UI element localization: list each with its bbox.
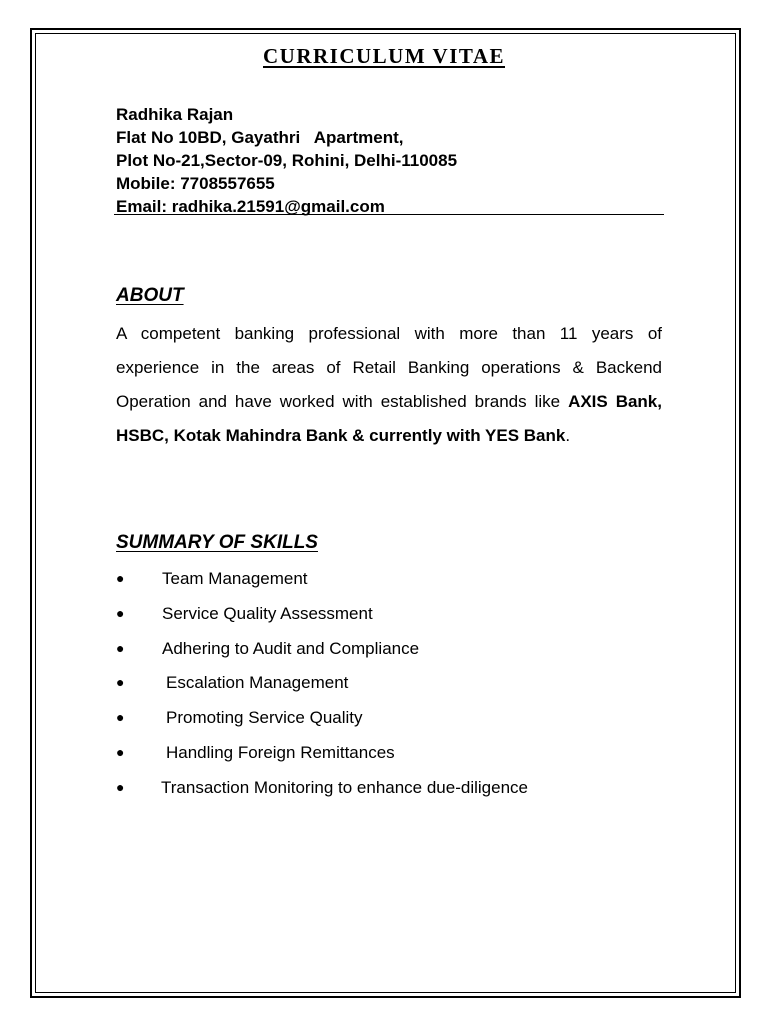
skill-text: Transaction Monitoring to enhance due-diligence xyxy=(161,777,528,797)
about-brands: AXIS Bank, HSBC, Kotak Mahindra Bank & currently with YES Bank xyxy=(116,392,662,445)
skill-text: Team Management xyxy=(162,569,308,588)
bullet-icon: ● xyxy=(116,570,125,586)
contact-name: Radhika Rajan xyxy=(116,105,234,124)
bullet-icon: ● xyxy=(116,709,125,726)
skill-text: Escalation Management xyxy=(166,673,349,693)
contact-email: Email: radhika.21591@gmail.com xyxy=(116,197,385,216)
header-divider xyxy=(114,214,664,215)
skill-text: Adhering to Audit and Compliance xyxy=(162,638,420,658)
skill-text: Promoting Service Quality xyxy=(166,708,363,728)
bullet-icon: ● xyxy=(116,743,125,760)
about-paragraph xyxy=(116,317,662,453)
skills-heading: SUMMARY OF SKILLS xyxy=(116,532,318,553)
contact-address-line2: Plot No-21,Sector-09, Rohini, Delhi-110085 xyxy=(116,151,458,170)
document-title: CURRICULUM VITAE xyxy=(263,44,505,68)
skill-text: Handling Foreign Remittances xyxy=(166,742,395,762)
contact-block xyxy=(116,103,457,218)
contact-mobile: Mobile: 7708557655 xyxy=(116,174,275,193)
contact-address-line1: Flat No 10BD, Gayathri Apartment, xyxy=(116,128,404,147)
bullet-icon: ● xyxy=(116,604,125,621)
skill-text: Service Quality Assessment xyxy=(162,603,373,623)
bullet-icon: ● xyxy=(116,639,125,656)
bullet-icon: ● xyxy=(116,778,125,795)
about-text: A competent banking professional with more than 11 years of experience in the areas of Retail Banking operations & Backend Operation and have worked with established brands like xyxy=(116,324,662,411)
bullet-icon: ● xyxy=(116,674,125,691)
about-text-end: . xyxy=(565,426,571,445)
about-heading: ABOUT xyxy=(116,285,184,306)
